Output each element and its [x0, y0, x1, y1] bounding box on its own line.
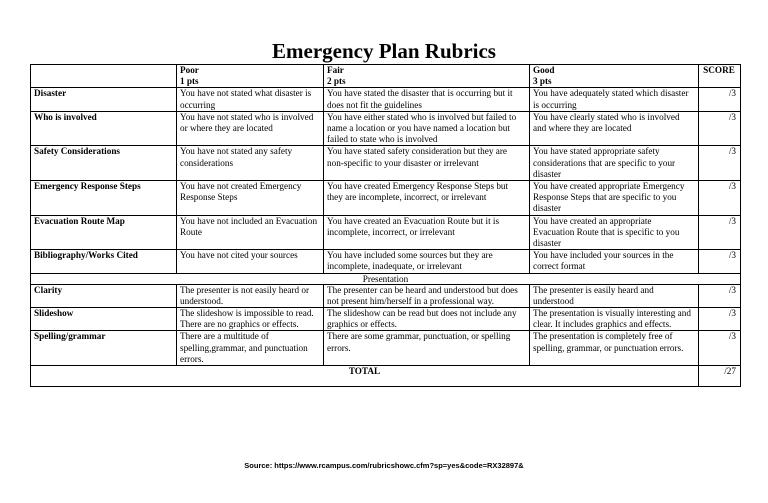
- poor-cell: There are a multitude of spelling,grammar, and punctuation errors.: [177, 331, 324, 366]
- poor-header: [177, 65, 324, 88]
- score-header: SCORE: [699, 65, 741, 88]
- score-cell: /3: [699, 250, 741, 273]
- criteria-cell: Bibliography/Works Cited: [31, 250, 177, 273]
- poor-cell: You have not stated who is involved or where they are located: [177, 111, 324, 146]
- poor-cell: You have not stated what disaster is occurring: [177, 88, 324, 111]
- poor-cell: The presenter is not easily heard or understood.: [177, 284, 324, 307]
- fair-cell: You have created an Evacuation Route but it is incomplete, incorrect, or irrelevant: [324, 215, 530, 250]
- poor-cell: You have not cited your sources: [177, 250, 324, 273]
- fair-header-label: Fair: [327, 65, 344, 75]
- table-row: [31, 146, 741, 181]
- fair-cell: You have stated the disaster that is occurring but it does not fit the guidelines: [324, 88, 530, 111]
- source-citation: Source: https://www.rcampus.com/rubricshowc.cfm?sp=yes&code=RX32897&: [244, 461, 524, 470]
- score-cell: /3: [699, 146, 741, 181]
- fair-cell: You have stated safety consideration but they are non-specific to your disaster or irrelevant: [324, 146, 530, 181]
- good-cell: You have created an appropriate Evacuation Route that is specific to you disaster: [530, 215, 699, 250]
- total-score: /27: [699, 366, 741, 387]
- score-cell: /3: [699, 181, 741, 216]
- poor-header-points: 1 pts: [180, 76, 199, 87]
- table-row: [31, 250, 741, 273]
- section-row: [31, 273, 741, 284]
- criteria-cell: Slideshow: [31, 308, 177, 331]
- criteria-cell: Who is involved: [31, 111, 177, 146]
- good-header-label: Good: [533, 65, 555, 75]
- table-row: [31, 181, 741, 216]
- score-cell: /3: [699, 284, 741, 307]
- criteria-cell: Clarity: [31, 284, 177, 307]
- page-title: Emergency Plan Rubrics: [272, 39, 496, 63]
- criteria-cell: Disaster: [31, 88, 177, 111]
- fair-cell: The slideshow can be read but does not include any graphics or effects.: [324, 308, 530, 331]
- fair-cell: The presenter can be heard and understood but does not present him/herself in a professional way.: [324, 284, 530, 307]
- criteria-header: [31, 65, 177, 88]
- poor-cell: You have not included an Evacuation Route: [177, 215, 324, 250]
- table-row: [31, 308, 741, 331]
- rubric-table: [30, 64, 741, 387]
- score-cell: /3: [699, 308, 741, 331]
- poor-cell: You have not stated any safety considerations: [177, 146, 324, 181]
- good-header-points: 3 pts: [533, 76, 552, 87]
- good-cell: You have stated appropriate safety considerations that are specific to your disaster: [530, 146, 699, 181]
- criteria-cell: Evacuation Route Map: [31, 215, 177, 250]
- score-cell: /3: [699, 111, 741, 146]
- good-cell: You have adequately stated which disaster is occurring: [530, 88, 699, 111]
- fair-cell: You have created Emergency Response Steps but they are incomplete, incorrect, or irrelevant: [324, 181, 530, 216]
- table-row: [31, 331, 741, 366]
- criteria-cell: Safety Considerations: [31, 146, 177, 181]
- fair-header: [324, 65, 530, 88]
- criteria-cell: Emergency Response Steps: [31, 181, 177, 216]
- total-row: [31, 366, 741, 387]
- table-row: [31, 111, 741, 146]
- good-cell: The presenter is easily heard and understood: [530, 284, 699, 307]
- fair-header-points: 2 pts: [327, 76, 346, 87]
- section-label: Presentation: [31, 273, 741, 284]
- table-row: [31, 284, 741, 307]
- total-label: TOTAL: [31, 366, 699, 387]
- table-row: [31, 88, 741, 111]
- fair-cell: You have either stated who is involved but failed to name a location or you have named a location but failed to state who is involved: [324, 111, 530, 146]
- poor-cell: You have not created Emergency Response Steps: [177, 181, 324, 216]
- good-cell: The presentation is visually interesting and clear. It includes graphics and effects.: [530, 308, 699, 331]
- poor-header-label: Poor: [180, 65, 199, 75]
- header-row: [31, 65, 741, 88]
- table-row: [31, 215, 741, 250]
- poor-cell: The slideshow is impossible to read. There are no graphics or effects.: [177, 308, 324, 331]
- good-header: [530, 65, 699, 88]
- good-cell: You have clearly stated who is involved and where they are located: [530, 111, 699, 146]
- good-cell: The presentation is completely free of spelling, grammar, or punctuation errors.: [530, 331, 699, 366]
- good-cell: You have included your sources in the correct format: [530, 250, 699, 273]
- fair-cell: You have included some sources but they are incomplete, inadequate, or irrelevant: [324, 250, 530, 273]
- score-cell: /3: [699, 331, 741, 366]
- criteria-cell: Spelling/grammar: [31, 331, 177, 366]
- fair-cell: There are some grammar, punctuation, or spelling errors.: [324, 331, 530, 366]
- good-cell: You have created appropriate Emergency Response Steps that are specific to you disaster: [530, 181, 699, 216]
- score-cell: /3: [699, 88, 741, 111]
- score-cell: /3: [699, 215, 741, 250]
